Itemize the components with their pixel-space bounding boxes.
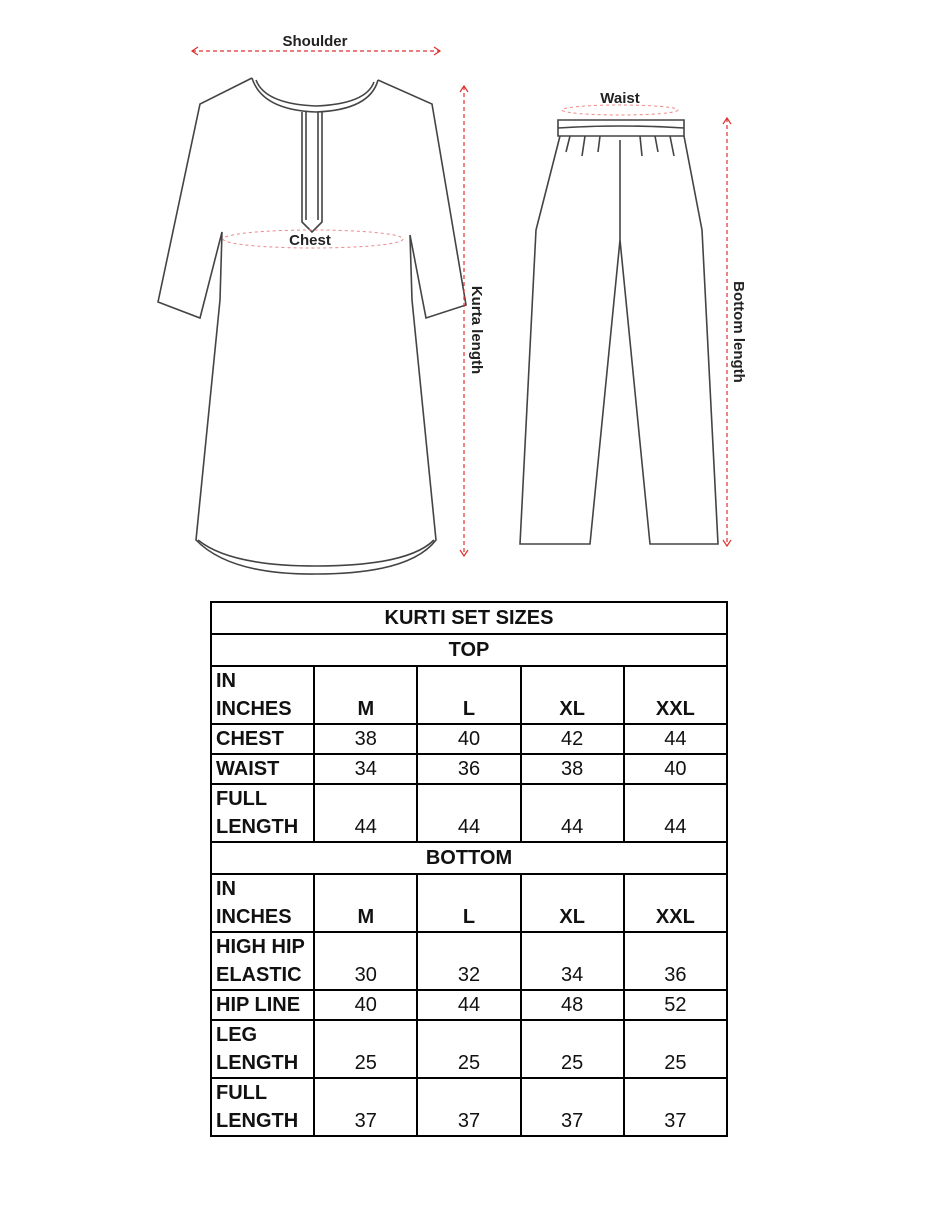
- kurta-length-label: Kurta length: [468, 285, 485, 375]
- table-row: [211, 754, 727, 784]
- row-label: FULL LENGTH: [211, 1078, 314, 1136]
- table-title: KURTI SET SIZES: [211, 602, 727, 634]
- garment-illustration: [0, 0, 936, 590]
- cell-value: 25: [521, 1020, 624, 1078]
- size-header: L: [417, 874, 520, 932]
- cell-value: 38: [314, 724, 417, 754]
- size-header: M: [314, 666, 417, 724]
- top-heading-row: [211, 634, 727, 666]
- cell-value: 25: [417, 1020, 520, 1078]
- bottom-unit-label: IN INCHES: [211, 874, 314, 932]
- kurta-length-measure: [460, 86, 485, 556]
- table-title-row: [211, 602, 727, 634]
- row-label: HIGH HIP ELASTIC: [211, 932, 314, 990]
- table-row: [211, 1078, 727, 1136]
- bottom-heading: BOTTOM: [211, 842, 727, 874]
- cell-value: 25: [314, 1020, 417, 1078]
- row-label: HIP LINE: [211, 990, 314, 1020]
- size-header: XL: [521, 874, 624, 932]
- cell-value: 34: [521, 932, 624, 990]
- cell-value: 40: [417, 724, 520, 754]
- chest-label: Chest: [289, 232, 331, 249]
- cell-value: 40: [314, 990, 417, 1020]
- cell-value: 44: [624, 724, 727, 754]
- kurta-drawing: [158, 78, 466, 574]
- chest-measure: [223, 230, 403, 249]
- top-heading: TOP: [211, 634, 727, 666]
- size-header: XL: [521, 666, 624, 724]
- cell-value: 30: [314, 932, 417, 990]
- cell-value: 44: [521, 784, 624, 842]
- cell-value: 48: [521, 990, 624, 1020]
- cell-value: 36: [624, 932, 727, 990]
- row-label: LEG LENGTH: [211, 1020, 314, 1078]
- table-row: [211, 724, 727, 754]
- cell-value: 37: [521, 1078, 624, 1136]
- cell-value: 34: [314, 754, 417, 784]
- shoulder-label: Shoulder: [282, 33, 348, 50]
- cell-value: 38: [521, 754, 624, 784]
- cell-value: 44: [624, 784, 727, 842]
- size-chart-table: [210, 601, 728, 1137]
- cell-value: 44: [417, 784, 520, 842]
- bottom-heading-row: [211, 842, 727, 874]
- row-label: WAIST: [211, 754, 314, 784]
- cell-value: 37: [624, 1078, 727, 1136]
- row-label: FULL LENGTH: [211, 784, 314, 842]
- row-label: CHEST: [211, 724, 314, 754]
- size-header: M: [314, 874, 417, 932]
- cell-value: 44: [417, 990, 520, 1020]
- cell-value: 44: [314, 784, 417, 842]
- cell-value: 36: [417, 754, 520, 784]
- cell-value: 37: [417, 1078, 520, 1136]
- bottom-size-header-row: [211, 874, 727, 932]
- pants-drawing: [520, 120, 718, 544]
- table-row: [211, 1020, 727, 1078]
- top-unit-label: IN INCHES: [211, 666, 314, 724]
- table-row: [211, 932, 727, 990]
- cell-value: 40: [624, 754, 727, 784]
- size-header: XXL: [624, 666, 727, 724]
- table-row: [211, 784, 727, 842]
- cell-value: 32: [417, 932, 520, 990]
- size-header: XXL: [624, 874, 727, 932]
- table-row: [211, 990, 727, 1020]
- top-size-header-row: [211, 666, 727, 724]
- waist-label: Waist: [600, 90, 640, 107]
- waist-measure: [562, 90, 678, 115]
- cell-value: 52: [624, 990, 727, 1020]
- cell-value: 25: [624, 1020, 727, 1078]
- cell-value: 42: [521, 724, 624, 754]
- bottom-length-label: Bottom length: [730, 281, 747, 383]
- cell-value: 37: [314, 1078, 417, 1136]
- size-header: L: [417, 666, 520, 724]
- bottom-length-measure: [723, 118, 747, 546]
- shoulder-measure: [192, 33, 440, 55]
